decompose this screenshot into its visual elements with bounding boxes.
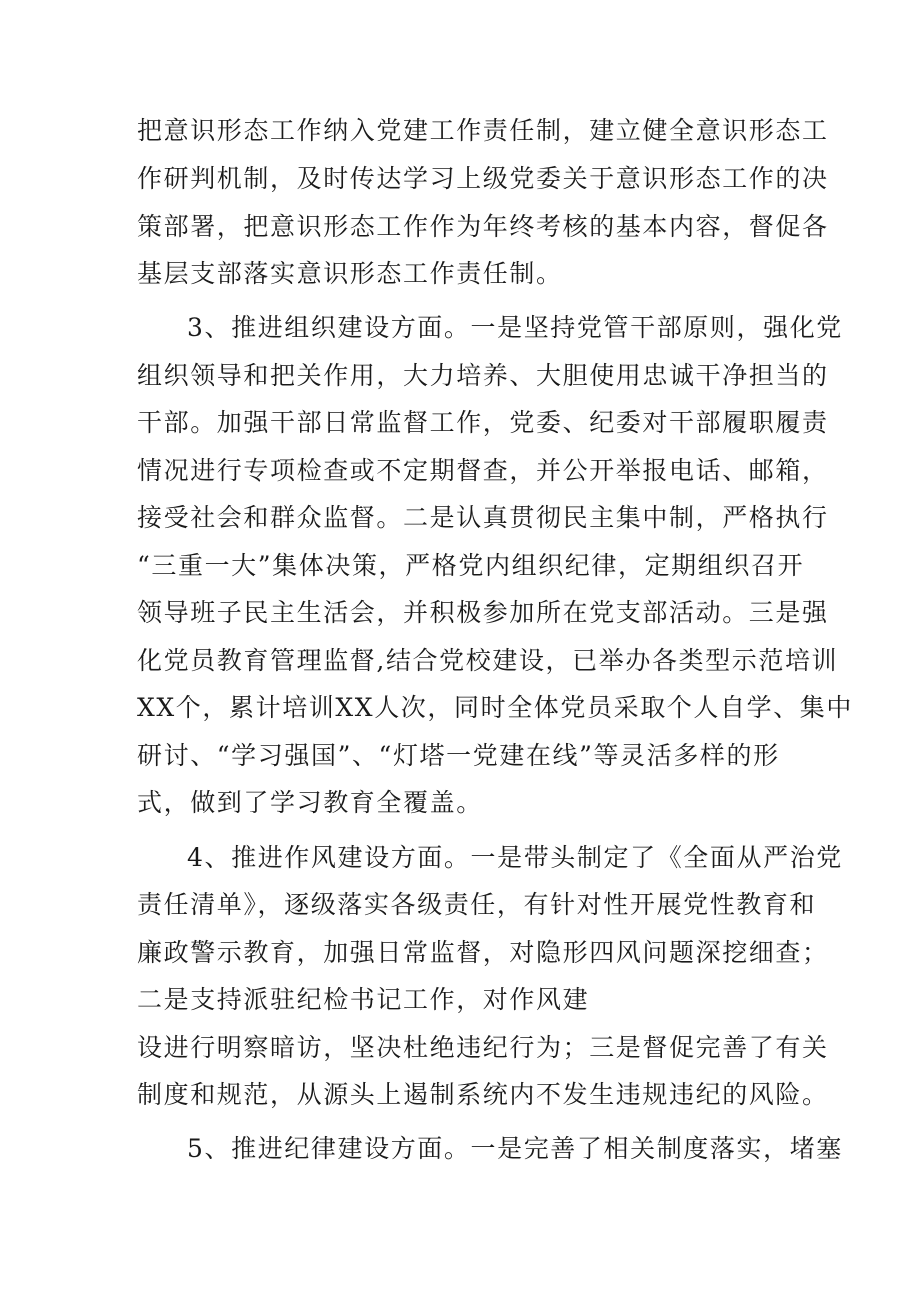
text-line: 二是支持派驻纪检书记工作，对作风建 xyxy=(137,985,590,1014)
text-line: 情况进行专项检查或不定期督查，并公开举报电话、邮箱， xyxy=(137,456,829,485)
text-line: 责任清单》，逐级落实各级责任，有针对性开展党性教育和 xyxy=(137,890,817,919)
text-line: “三重一大”集体决策，严格党内组织纪律，定期组织召开 xyxy=(137,551,805,580)
text-line: 3、推进组织建设方面。一是坚持党管干部原则，强化党 xyxy=(187,313,843,342)
text-line: 接受社会和群众监督。二是认真贯彻民主集中制，严格执行 xyxy=(137,503,829,532)
text-line: 设进行明察暗访，坚决杜绝违纪行为；三是督促完善了有关 xyxy=(137,1033,829,1062)
text-line: 干部。加强干部日常监督工作，党委、纪委对干部履职履责 xyxy=(137,408,829,437)
text-line: 制度和规范，从源头上遏制系统内不发生违规违纪的风险。 xyxy=(137,1080,829,1109)
text-line: 5、推进纪律建设方面。一是完善了相关制度落实，堵塞 xyxy=(187,1134,843,1163)
text-line: 基层支部落实意识形态工作责任制。 xyxy=(137,259,563,288)
text-line: 领导班子民主生活会，并积极参加所在党支部活动。三是强 xyxy=(137,598,829,627)
text-line: 把意识形态工作纳入党建工作责任制，建立健全意识形态工 xyxy=(137,116,829,145)
text-line: 组织领导和把关作用，大力培养、大胆使用忠诚干净担当的 xyxy=(137,361,829,390)
text-line: 廉政警示教育，加强日常监督，对隐形四风问题深挖细查； xyxy=(137,938,829,967)
text-line: 化党员教育管理监督,结合党校建设，已举办各类型示范培训 xyxy=(137,646,839,675)
text-line: 作研判机制，及时传达学习上级党委关于意识形态工作的决 xyxy=(137,164,829,193)
text-line: 研讨、“学习强国”、“灯塔一党建在线”等灵活多样的形 xyxy=(137,741,780,770)
text-line: XX个，累计培训XX人次，同时全体党员采取个人自学、集中 xyxy=(137,693,853,722)
text-line: 策部署，把意识形态工作作为年终考核的基本内容，督促各 xyxy=(137,212,829,241)
text-line: 式，做到了学习教育全覆盖。 xyxy=(137,788,483,817)
text-line: 4、推进作风建设方面。一是带头制定了《全面从严治党 xyxy=(187,843,843,872)
